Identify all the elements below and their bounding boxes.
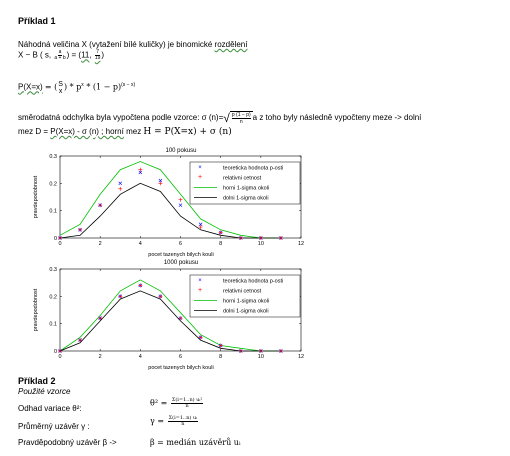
bounds-prefix: mez D = [18, 127, 51, 136]
chart1-xtick-label: 12 [297, 241, 305, 247]
chart1-xlabel: pocet tazenych bilych kouli [148, 252, 214, 258]
chart2-legend [190, 275, 300, 317]
px-sup1: x [81, 82, 84, 88]
intro-text: Náhodná veličina X (vytažení bílé kuličky) je binomické [18, 40, 215, 49]
probable-label: Pravděpodobný uzávěr β -> [18, 438, 117, 447]
variance-label: Odhad variace θ²: [18, 404, 82, 413]
chart2-ytick-label: 0.3 [49, 267, 57, 273]
distribution-n: 11 [81, 50, 90, 60]
chart2-xtick-label: 0 [58, 354, 62, 360]
legend2-marker-plus: + [197, 287, 203, 294]
legend1-item-1: relativni cetnost [223, 175, 262, 182]
legend1-item-0: teoreticka hodnota p-osti [223, 165, 284, 172]
chart2-ytick-label: 0 [53, 349, 57, 355]
intro-line [18, 40, 247, 50]
bounds-line [18, 127, 232, 137]
legend1-item-3: dolni 1-sigma okoli [223, 195, 269, 202]
legend2-marker-x: × [198, 278, 202, 284]
bounds-wavy: P(X=x) - σ (n) ; horní [50, 127, 124, 136]
chart1-ylabel: pravdepodobnost [33, 175, 39, 219]
chart1-title: 100 pokusu [165, 148, 197, 154]
example1-heading: Příklad 1 [18, 16, 56, 26]
legend2-item-0: teoreticka hodnota p-osti [223, 278, 284, 285]
chart1-xtick-label: 0 [58, 241, 62, 247]
chart2-xtick-label: 12 [297, 354, 305, 360]
px-rest: * (1 − p) [83, 82, 122, 92]
chart1-xtick-label: 6 [178, 241, 183, 247]
chart2-xtick-label: 8 [219, 354, 223, 360]
legend2-item-3: dolni 1-sigma okoli [223, 308, 269, 315]
sigma-line [18, 111, 421, 125]
example2-subheading: Použité vzorce [18, 387, 71, 396]
fraction-b [95, 50, 101, 61]
chart1-legend [190, 162, 300, 204]
mean-num: Σ(i=1..n) uᵢ [168, 415, 198, 421]
distribution-end: ) [101, 50, 105, 60]
sqrt-expression: √ $\frac{p (1 - p)}{n}$ [223, 111, 251, 125]
legend1-marker-x: × [198, 165, 202, 171]
legend1-marker-plus: + [197, 174, 203, 181]
chart1-xtick-label: 8 [219, 241, 223, 247]
binomial-bottom: x [58, 87, 63, 95]
px-sup2: (s − x) [121, 82, 136, 88]
mean-den: n [181, 421, 185, 427]
px-mid: ) * p [63, 82, 82, 92]
variance-lhs: θ² = [150, 398, 170, 408]
binomial [58, 81, 63, 95]
chart1-ytick-label: 0.1 [49, 208, 57, 215]
variance-formula [150, 398, 204, 409]
fraction-a [54, 50, 65, 61]
px-lhs: P(X=x) [18, 82, 43, 92]
mean-formula [150, 416, 199, 427]
probable-formula: β = medián uzávěrů uᵢ [150, 438, 241, 447]
chart1-ytick-label: 0.2 [49, 181, 57, 188]
bounds-formula: H = P(X=x) + σ (n) [143, 127, 232, 137]
variance-num: Σ(i=1..n) uᵢ² [171, 397, 203, 403]
legend1-item-2: horni 1-sigma okoli [223, 185, 270, 192]
variance-fraction [171, 398, 204, 409]
intro-wavy-word: rozdělení [214, 40, 248, 49]
fraction-b-den: 19 [94, 55, 101, 61]
mean-fraction [168, 416, 199, 427]
sqrt-den: n [239, 119, 243, 125]
chart2-xtick-label: 6 [178, 354, 183, 360]
chart1-ytick-label: 0 [53, 236, 57, 242]
mean-label: Průměrný uzávěr γ : [18, 422, 90, 431]
binomial-top: S [58, 80, 63, 88]
chart1-xtick-label: 10 [257, 241, 264, 247]
sigma-prefix: směrodatná odchylka byla vypočtena podle vzorce: σ (n)= [18, 113, 224, 123]
chart-100-pokusu [0, 140, 510, 258]
fraction-b-num: 7 [96, 49, 99, 55]
example2-heading: Příklad 2 [18, 376, 56, 386]
chart2-ytick-label: 0.1 [49, 321, 57, 328]
chart2-ytick-label: 0.2 [49, 294, 57, 301]
chart1-xtick-label: 4 [138, 241, 142, 247]
distribution-line: X ~ B ( s, $\frac{a}{a + b}$ ) = (11, $\frac{7}{19}$ ) [18, 49, 105, 61]
sqrt-num: p (1 − p) [231, 112, 251, 118]
chart2-xtick-label: 10 [257, 354, 264, 360]
chart1-xtick-label: 2 [98, 241, 102, 247]
fraction-a-den: a + b [54, 55, 66, 61]
chart-1000-pokusu [0, 253, 510, 371]
variance-den: n [185, 403, 189, 409]
legend2-item-2: horni 1-sigma okoli [223, 298, 270, 305]
sigma-suffix: a z toho byly následně vypočteny meze -> dolní [252, 113, 422, 123]
bounds-mid: mez [123, 127, 144, 136]
chart1-ytick-label: 0.3 [49, 154, 57, 160]
chart2-xlabel: pocet tazenych bilych kouli [148, 365, 214, 371]
chart2-xtick-label: 2 [98, 354, 102, 360]
chart2-ylabel: pravdepodobnost [33, 288, 39, 332]
px-eq: = ( [44, 82, 58, 92]
fraction-a-num: a [58, 49, 62, 55]
mean-lhs: γ = [150, 416, 167, 426]
chart2-xtick-label: 4 [138, 354, 142, 360]
legend2-item-1: relativni cetnost [223, 288, 262, 295]
chart2-title: 1000 pokusu [163, 260, 199, 266]
probability-formula [18, 80, 135, 95]
distribution-mid: ) = ( [66, 50, 82, 60]
distribution-prefix: X ~ B ( s, [18, 50, 54, 60]
